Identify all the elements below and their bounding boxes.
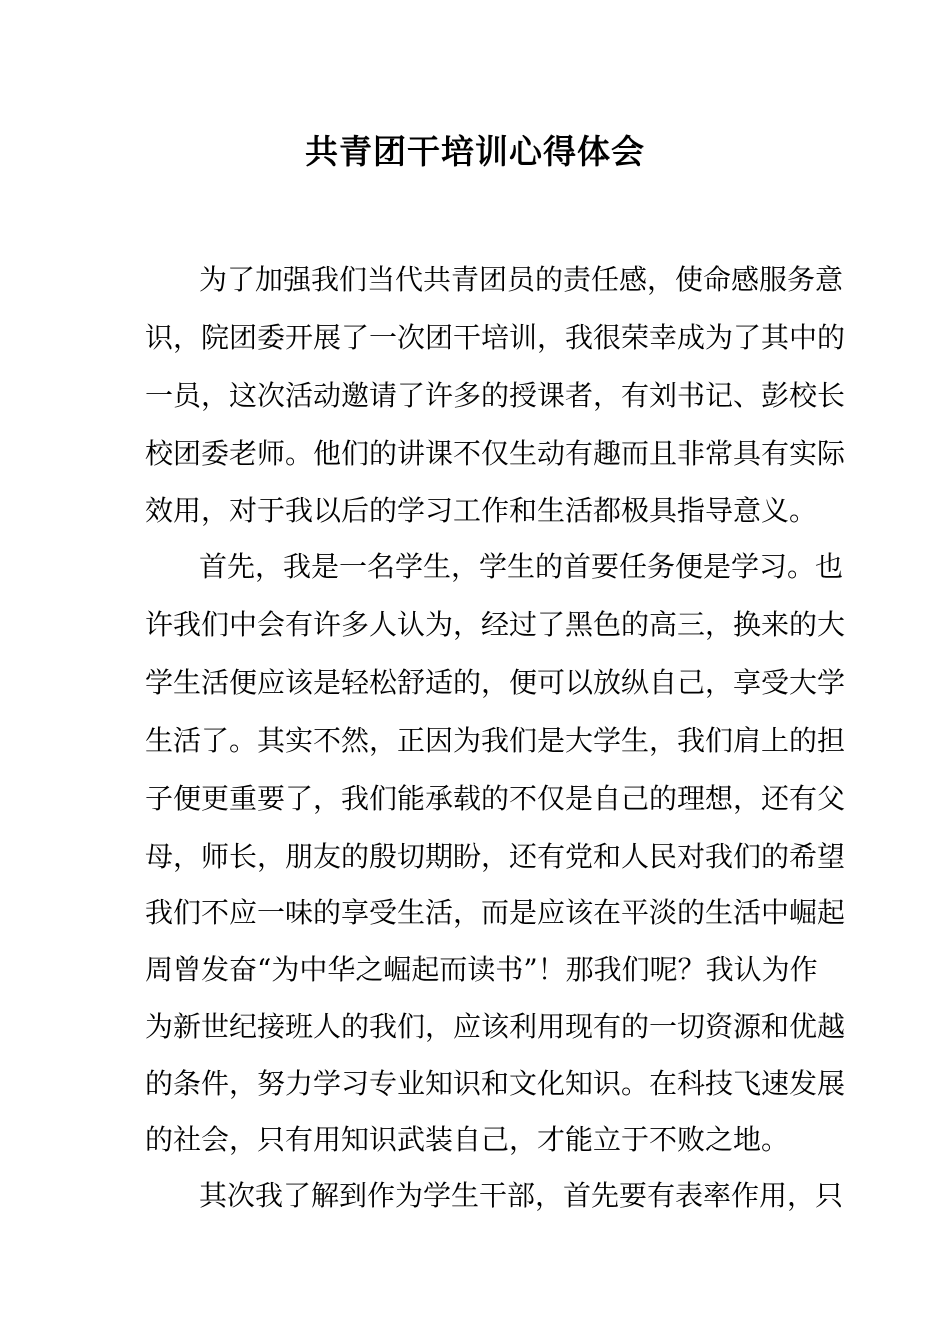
text-line: 为了加强我们当代共青团员的责任感，使命感服务意 <box>199 263 844 296</box>
text-line: 子便更重要了，我们能承载的不仅是自己的理想，还有父 <box>145 782 846 815</box>
text-line: 校团委老师。他们的讲课不仅生动有趣而且非常具有实际 <box>145 437 846 470</box>
text-line: 母，师长，朋友的殷切期盼，还有党和人民对我们的希望 <box>145 840 846 873</box>
text-line: 的社会，只有用知识武装自己，才能立于不败之地。 <box>145 1123 790 1156</box>
text-line: 其次我了解到作为学生干部，首先要有表率作用，只 <box>199 1179 844 1212</box>
text-line: 生活了。其实不然，正因为我们是大学生，我们肩上的担 <box>145 724 846 757</box>
text-line: 许我们中会有许多人认为，经过了黑色的高三，换来的大 <box>145 608 846 641</box>
document-title: 共青团干培训心得体会 <box>305 132 645 171</box>
text-line: 识，院团委开展了一次团干培训，我很荣幸成为了其中的 <box>145 321 846 354</box>
text-line: 一员，这次活动邀请了许多的授课者，有刘书记、彭校长 <box>145 379 846 412</box>
text-line: 为新世纪接班人的我们，应该利用现有的一切资源和优越 <box>145 1010 846 1043</box>
text-line: 首先，我是一名学生，学生的首要任务便是学习。也 <box>199 550 844 583</box>
text-line: 我们不应一味的享受生活，而是应该在平淡的生活中崛起 <box>145 896 846 929</box>
text-line: 周曾发奋“为中华之崛起而读书”！那我们呢？我认为作 <box>145 953 818 986</box>
text-line: 的条件，努力学习专业知识和文化知识。在科技飞速发展 <box>145 1067 846 1100</box>
text-line: 学生活便应该是轻松舒适的，便可以放纵自己，享受大学 <box>145 666 846 699</box>
text-line: 效用，对于我以后的学习工作和生活都极具指导意义。 <box>145 494 818 527</box>
